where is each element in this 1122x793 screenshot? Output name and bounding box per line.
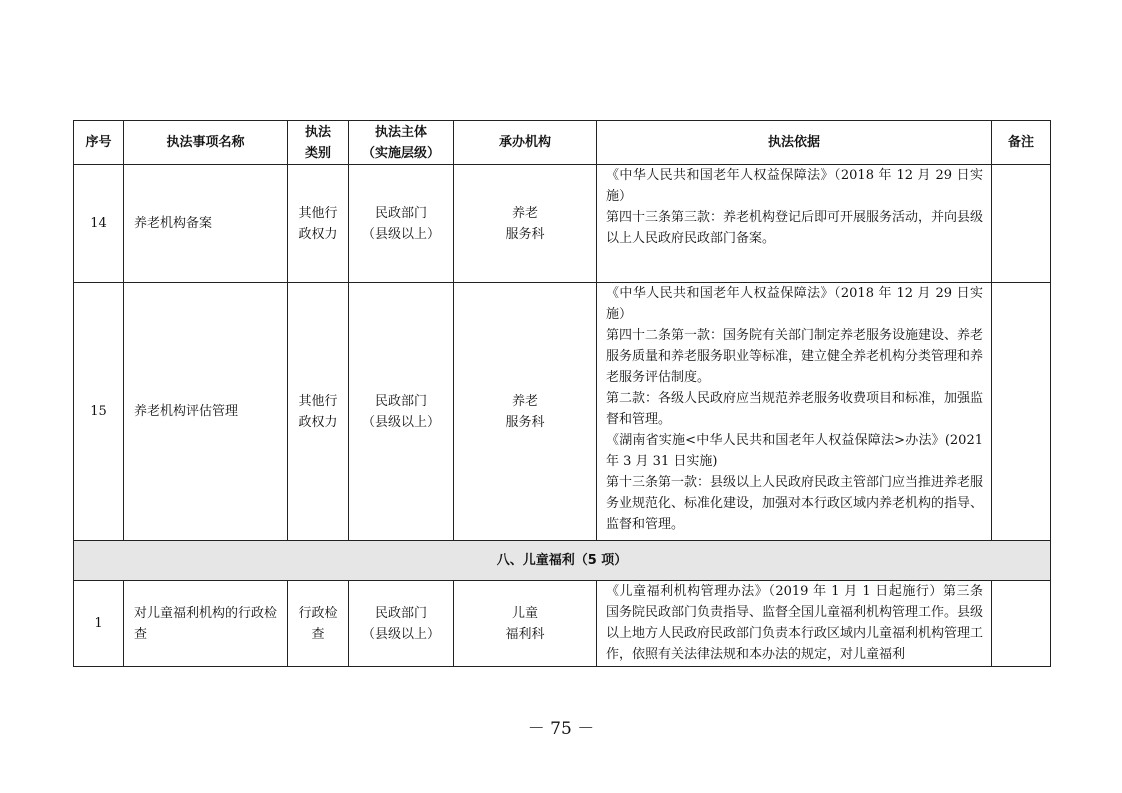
row-seq: 1	[74, 581, 124, 667]
row-dept: 养老 服务科	[454, 165, 597, 283]
row-item-name: 养老机构评估管理	[124, 283, 288, 541]
enforcement-table	[73, 120, 1051, 667]
header-dept: 承办机构	[454, 121, 597, 165]
table-row	[74, 283, 1051, 541]
header-seq: 序号	[74, 121, 124, 165]
section-heading-row	[74, 541, 1051, 581]
row-subject: 民政部门 （县级以上）	[349, 283, 454, 541]
page-number: － 75 －	[527, 719, 595, 739]
row-category: 其他行 政权力	[288, 165, 349, 283]
header-note: 备注	[992, 121, 1051, 165]
row-basis: 《中华人民共和国老年人权益保障法》（2018 年 12 月 29 日实施） 第四十二条第一款：国务院有关部门制定养老服务设施建设、养老服务质量和养老服务职业等标准，建立健全养老机构分类管理和养老服务评估制度。 第二款：各级人民政府应当规范养老服务收费项目和标准，加强监督和管理。 《湖南省实施<中华人民共和国老年人权益保障法>办法》(2021 年 3 月 31 日实施) 第十三条第一款：县级以上人民政府民政主管部门应当推进养老服务业规范化、标准化建设，加强对本行政区域内养老机构的指导、监督和管理。	[597, 283, 992, 541]
header-basis: 执法依据	[597, 121, 992, 165]
row-note	[992, 165, 1051, 283]
row-dept: 儿童 福利科	[454, 581, 597, 667]
row-category: 行政检 查	[288, 581, 349, 667]
row-item-name: 养老机构备案	[124, 165, 288, 283]
row-category: 其他行 政权力	[288, 283, 349, 541]
table-header-row	[74, 121, 1051, 165]
header-category: 执法 类别	[288, 121, 349, 165]
row-dept: 养老 服务科	[454, 283, 597, 541]
section-heading: 八、儿童福利（5 项）	[74, 541, 1051, 581]
row-seq: 15	[74, 283, 124, 541]
row-note	[992, 283, 1051, 541]
row-item-name: 对儿童福利机构的行政检查	[124, 581, 288, 667]
row-subject: 民政部门 （县级以上）	[349, 581, 454, 667]
table-row	[74, 165, 1051, 283]
row-basis: 《儿童福利机构管理办法》（2019 年 1 月 1 日起施行）第三条 国务院民政部门负责指导、监督全国儿童福利机构管理工作。县级以上地方人民政府民政部门负责本行政区域内儿童福利机构管理工作，依照有关法律法规和本办法的规定，对儿童福利	[597, 581, 992, 667]
row-note	[992, 581, 1051, 667]
table-row	[74, 581, 1051, 667]
row-subject: 民政部门 （县级以上）	[349, 165, 454, 283]
row-basis: 《中华人民共和国老年人权益保障法》（2018 年 12 月 29 日实施） 第四十三条第三款：养老机构登记后即可开展服务活动，并向县级以上人民政府民政部门备案。	[597, 165, 992, 283]
header-item-name: 执法事项名称	[124, 121, 288, 165]
row-seq: 14	[74, 165, 124, 283]
header-subject: 执法主体 （实施层级）	[349, 121, 454, 165]
